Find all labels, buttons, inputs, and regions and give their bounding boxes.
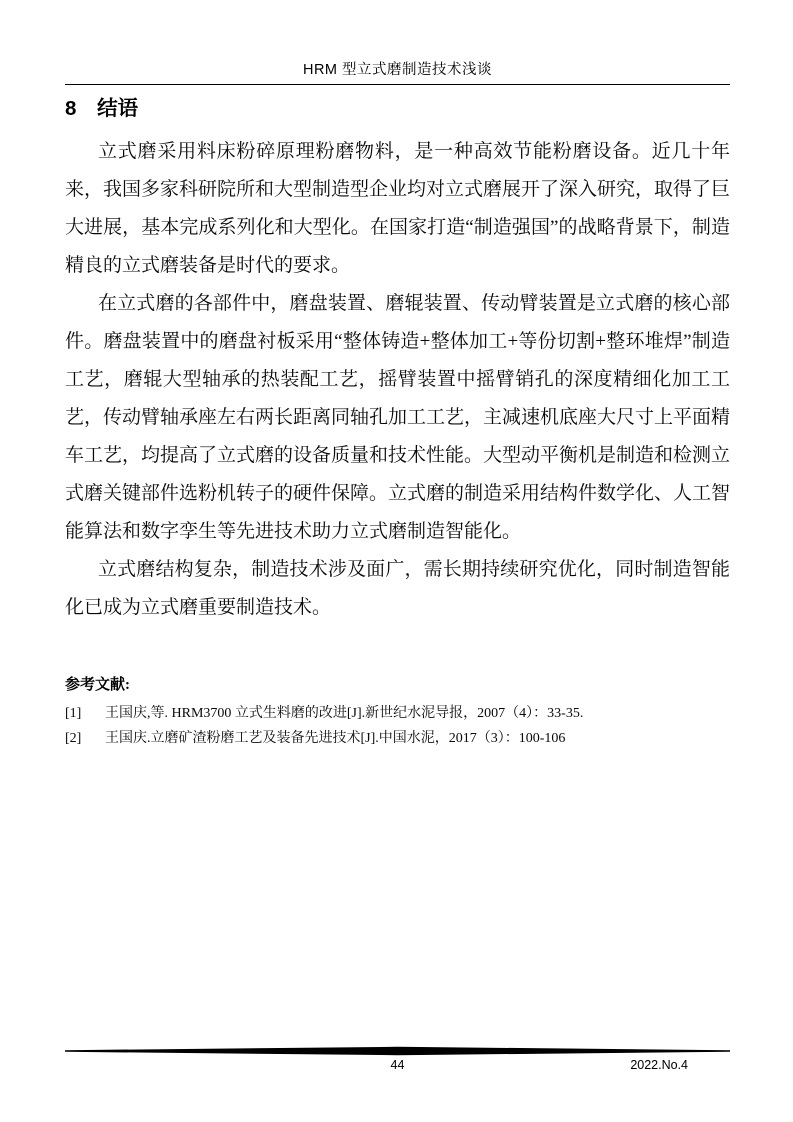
header-rule	[65, 84, 730, 85]
section-heading	[65, 94, 730, 123]
conclusion-paragraph-1: 立式磨采用料床粉碎原理粉磨物料，是一种高效节能粉磨设备。近几十年来，我国多家科研院所和大型制造型企业均对立式磨展开了深入研究，取得了巨大进展，基本完成系列化和大型化。在国家打造“制造强国”的战略背景下，制造精良的立式磨装备是时代的要求。	[65, 141, 731, 276]
section-title: 结语	[97, 97, 139, 120]
references-heading: 参考文献:	[65, 677, 130, 693]
page-footer	[65, 1046, 730, 1074]
references-section	[65, 673, 730, 751]
footer-row	[65, 1058, 730, 1074]
reference-label: [2]	[65, 731, 82, 746]
running-header-title: HRM 型立式磨制造技术浅谈	[302, 62, 493, 78]
page-number: 44	[390, 1058, 405, 1072]
reference-text: 王国庆,等. HRM3700 立式生料磨的改进[J].新世纪水泥导报，2007（4）：33-35.	[105, 706, 584, 721]
conclusion-paragraph-2: 在立式磨的各部件中，磨盘装置、磨辊装置、传动臂装置是立式磨的核心部件。磨盘装置中的磨盘衬板采用“整体铸造+整体加工+等份切割+整环堆焊”制造工艺，磨辊大型轴承的热装配工艺，摇臂装置中摇臂销孔的深度精细化加工工艺，传动臂轴承座左右两长距离同轴孔加工工艺，主减速机底座大尺寸上平面精车工艺，均提高了立式磨的设备质量和技术性能。大型动平衡机是制造和检测立式磨关键部件选粉机转子的硬件保障。立式磨的制造采用结构件数学化、人工智能算法和数字孪生等先进技术助力立式磨制造智能化。	[65, 293, 731, 542]
issue-label: 2022.No.4	[630, 1058, 688, 1072]
footer-rule-bar	[65, 1046, 730, 1056]
running-header	[65, 0, 730, 85]
reference-text: 王国庆.立磨矿渣粉磨工艺及装备先进技术[J].中国水泥，2017（3）：100-106	[105, 731, 566, 746]
reference-item	[65, 701, 730, 726]
conclusion-paragraph-3: 立式磨结构复杂，制造技术涉及面广，需长期持续研究优化，同时制造智能化已成为立式磨重要制造技术。	[65, 559, 730, 618]
reference-item	[65, 726, 730, 751]
section-number: 8	[65, 97, 77, 120]
reference-label: [1]	[65, 706, 82, 721]
